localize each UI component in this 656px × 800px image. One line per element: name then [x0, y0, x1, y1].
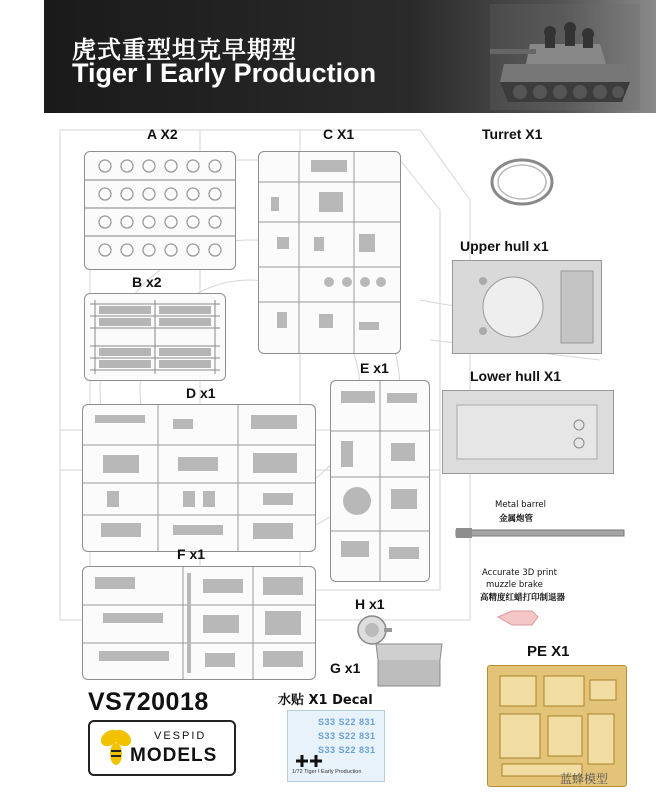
brand-bottom-text: MODELS: [130, 745, 218, 766]
decal-label: 水贴 X1 Decal: [278, 693, 373, 708]
lower-hull-details: [443, 391, 613, 473]
decal-markings-row-3: S33 S22 831: [318, 745, 376, 755]
lower-hull-label: Lower hull X1: [470, 368, 562, 384]
sprue-b-track-links: [85, 294, 225, 380]
turret-ring-part: [487, 152, 557, 208]
sprue-c-parts: [259, 152, 400, 353]
metal-barrel-label-en: Metal barrel: [495, 500, 547, 510]
muzzle-brake-label-en-2: muzzle brake: [486, 580, 543, 590]
sprue-f-parts: [83, 567, 315, 679]
sprue-d-parts: [83, 405, 315, 551]
sprue-c: [258, 151, 401, 354]
upper-hull-details: [453, 261, 601, 353]
decal-sheet: [287, 710, 385, 782]
title-chinese: 虎式重型坦克早期型: [72, 36, 297, 64]
muzzle-brake-part: [494, 603, 542, 633]
sprue-b: [84, 293, 226, 381]
metal-barrel-label-cn: 金属炮管: [499, 514, 534, 524]
lower-hull-part: [442, 390, 614, 474]
muzzle-brake-label-en-1: Accurate 3D print: [482, 568, 557, 578]
sprue-a-wheels: [85, 152, 235, 269]
sprue-f-label: F x1: [177, 546, 206, 562]
upper-hull-label: Upper hull x1: [460, 238, 549, 254]
sprue-c-label: C X1: [323, 126, 355, 142]
sprue-e: [330, 380, 430, 582]
sprue-g-label: G x1: [330, 660, 361, 676]
vespid-logo: [88, 720, 236, 776]
brand-top-text: VESPID: [154, 730, 207, 742]
tank-photo-image: [490, 4, 640, 110]
sprue-e-parts: [331, 381, 429, 581]
pe-sheet-parts: [488, 666, 626, 786]
sprue-d-label: D x1: [186, 385, 216, 401]
pe-sheet: [487, 665, 627, 787]
decal-caption: 1/72 Tiger I Early Production: [292, 769, 362, 775]
sprue-a: [84, 151, 236, 270]
sprue-f: [82, 566, 316, 680]
decal-markings-row-1: S33 S22 831: [318, 717, 376, 727]
product-code: VS720018: [88, 688, 209, 716]
balkenkreuz-icon: [296, 753, 326, 769]
pe-label: PE X1: [527, 643, 570, 660]
upper-hull-part: [452, 260, 602, 354]
metal-barrel-part: [452, 524, 632, 544]
title-english: Tiger I Early Production: [72, 58, 377, 88]
decal-markings-row-2: S33 S22 831: [318, 731, 376, 741]
sprue-a-label: A X2: [147, 126, 178, 142]
watermark-text: 蓝蜂模型: [560, 772, 609, 786]
sprue-e-label: E x1: [360, 360, 389, 376]
sprue-g-part: [370, 638, 448, 694]
sprue-d: [82, 404, 316, 552]
wasp-logo-icon: [94, 724, 134, 770]
muzzle-brake-label-cn: 高精度红蜡打印制退器: [480, 593, 566, 603]
sprue-b-label: B x2: [132, 274, 162, 290]
turret-label: Turret X1: [482, 126, 543, 142]
sprue-h-label: H x1: [355, 596, 385, 612]
